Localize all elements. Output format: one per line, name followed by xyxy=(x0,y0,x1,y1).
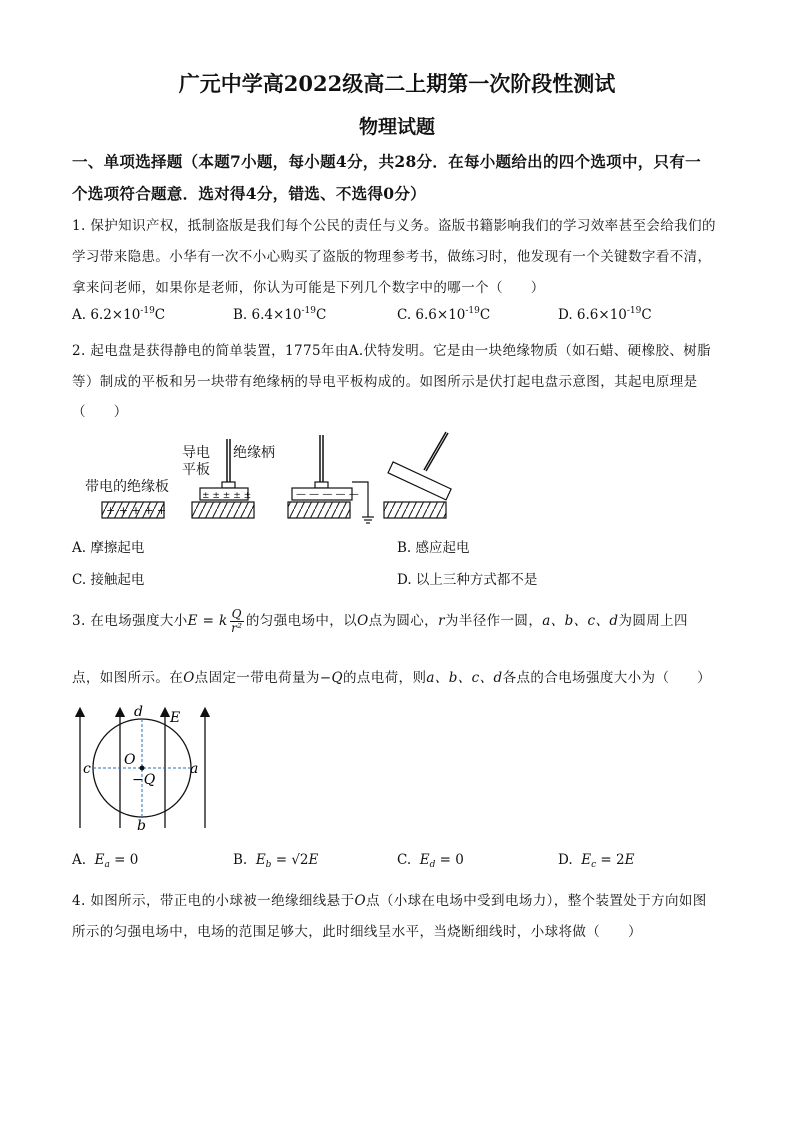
q4-line1: 4. 如图所示，带正电的小球被一绝缘细线悬于O点（小球在电场中受到电场力），整个装置处于方向如图 xyxy=(72,893,707,909)
point-a-label: a xyxy=(190,761,199,777)
page-subtitle: 物理试题 xyxy=(358,116,435,138)
q3-option-b[interactable]: B. $E_b = √2E$ xyxy=(233,852,319,870)
q3-option-a[interactable]: A. $E_a = 0$ xyxy=(72,852,139,870)
q2-line3: （ ） xyxy=(72,404,128,420)
q1-option-a[interactable]: A. $6.2\times 10^{-19}C$ xyxy=(72,306,166,323)
electrophorus-figure xyxy=(70,425,480,530)
q1-line2: 学习带来隐患。小华有一次不小心购买了盗版的物理参考书，做练习时，他发现有一个关键数字看不清， xyxy=(72,249,712,265)
svg-text:± ± ± ± ±: ± ± ± ± ± xyxy=(202,491,252,501)
center-O-label: O xyxy=(124,752,136,768)
point-b-label: b xyxy=(137,818,146,834)
insulating-plate-label: 带电的绝缘板 xyxy=(85,479,169,495)
q2-option-a[interactable]: A. 摩擦起电 xyxy=(72,540,145,556)
q1-line3: 拿来问老师，如果你是老师，你认为可能是下列几个数字中的哪一个（ ） xyxy=(72,280,545,296)
point-d-label: d xyxy=(134,704,143,720)
field-E-label: E xyxy=(170,710,181,726)
stage-three xyxy=(288,435,374,523)
conductor-label-2: 平板 xyxy=(182,462,210,478)
q3-option-c[interactable]: C. $E_d = 0$ xyxy=(397,852,464,870)
q3-line1: 3. 在电场强度大小E = k $\frac{Q}{\text{r²}}$ 的匀强电场中，以O点为圆心，r为半径作一圆，a、b、c、d为圆周上四 xyxy=(72,607,688,635)
section-heading-line1: 一、单项选择题（本题7小题，每小题4分，共28分．在每小题给出的四个选项中，只有一 xyxy=(72,152,701,171)
conductor-label-1: 导电 xyxy=(182,445,210,461)
svg-text:— — — — —: — — — — — xyxy=(296,489,359,500)
q1-option-d[interactable]: D. $6.6\times 10^{-19}C$ xyxy=(558,306,652,323)
q2-option-c[interactable]: C. 接触起电 xyxy=(72,572,145,588)
q4-line2: 所示的匀强电场中，电场的范围足够大，此时细线呈水平，当烧断细线时，小球将做（ ） xyxy=(72,924,642,940)
q1-line1: 1. 保护知识产权，抵制盗版是我们每个公民的责任与义务。盗版书籍影响我们的学习效率甚至会给我们的 xyxy=(72,218,716,234)
q2-line2: 等）制成的平板和另一块带有绝缘柄的导电平板构成的。如图所示是伏打起电盘示意图，其起电原理是 xyxy=(72,374,698,390)
q2-line1: 2. 起电盘是获得静电的简单装置，1775年由A.伏特发明。它是由一块绝缘物质（如石蜡、硬橡胶、树脂 xyxy=(72,343,712,359)
q2-option-d[interactable]: D. 以上三种方式都不是 xyxy=(397,572,538,588)
q3-option-d[interactable]: D. $E_c = 2E$ xyxy=(558,852,635,870)
page-title: 广元中学高2022级高二上期第一次阶段性测试 xyxy=(178,71,616,96)
q1-option-c[interactable]: C. $6.6\times 10^{-19}C$ xyxy=(397,306,491,323)
formula-fraction: $\frac{Q}{\text{r²}}$ xyxy=(231,607,243,635)
point-c-label: c xyxy=(83,761,91,777)
q2-option-b[interactable]: B. 感应起电 xyxy=(397,540,470,556)
charge-label: −Q xyxy=(132,772,156,788)
svg-text:+ + + + +: + + + + + xyxy=(106,504,167,517)
q3-line2: 点，如图所示。在O点固定一带电荷量为−Q的点电荷，则a、b、c、d各点的合电场强度大小为（ ） xyxy=(72,670,712,686)
insulating-plate-1 xyxy=(102,502,166,518)
field-circle-figure xyxy=(70,700,220,835)
q1-option-b[interactable]: B. $6.4\times 10^{-19}C$ xyxy=(233,306,327,323)
stage-four xyxy=(384,432,451,518)
section-heading-line2: 个选项符合题意．选对得4分，错选、不选得0分） xyxy=(72,184,426,203)
handle-label: 绝缘柄 xyxy=(233,445,275,461)
